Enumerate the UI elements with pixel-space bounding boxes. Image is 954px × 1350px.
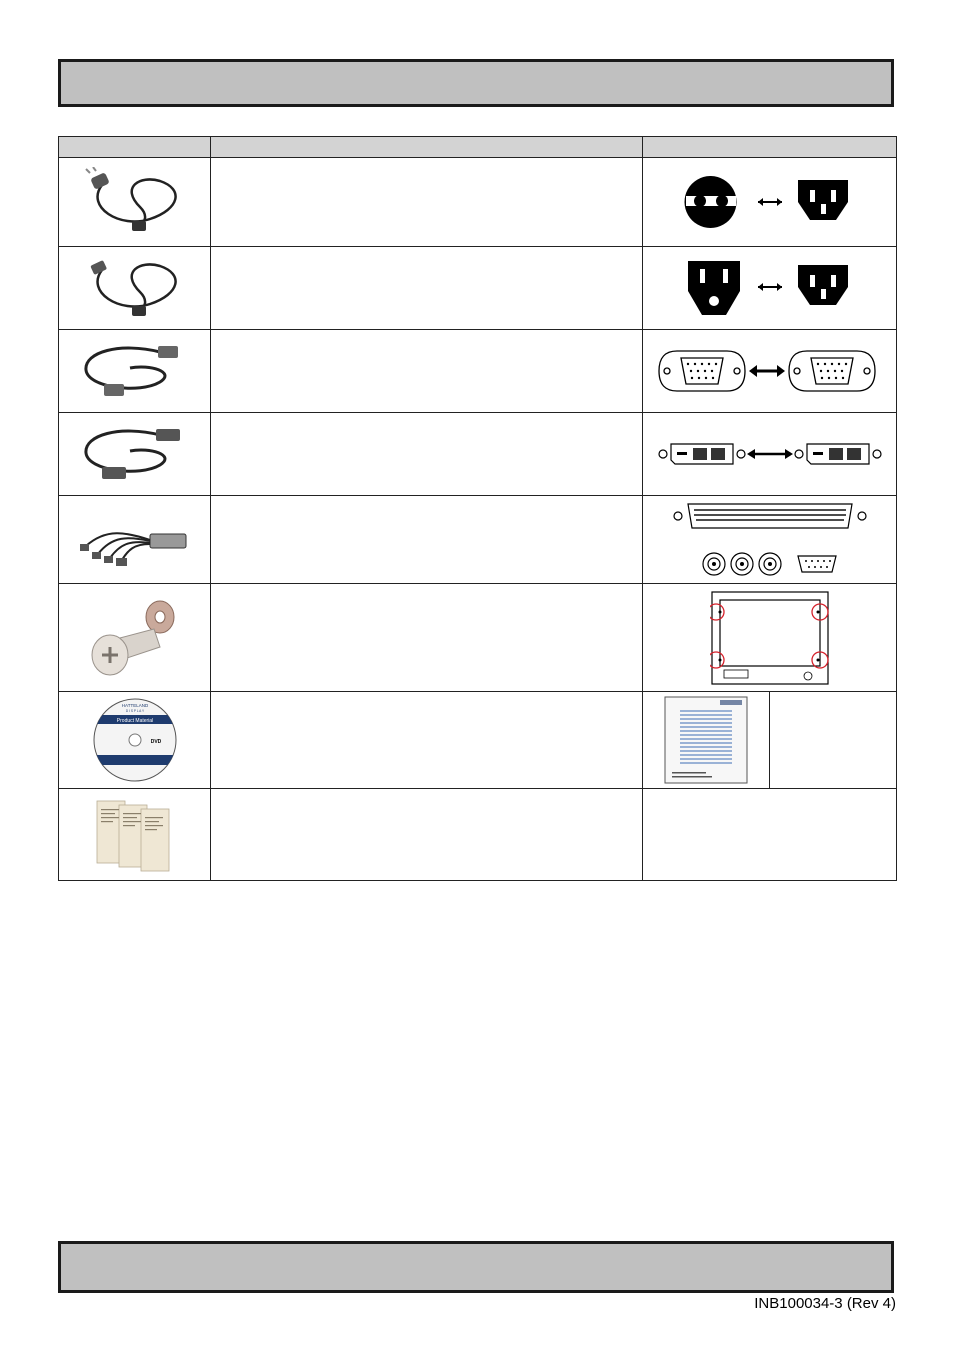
table-row [59, 413, 897, 496]
row-description [211, 789, 643, 881]
nema-to-iec-icon [680, 255, 860, 321]
vga-cable-photo [59, 330, 211, 413]
screw-icon [80, 595, 190, 681]
multi-connector-icon [672, 500, 868, 580]
row-description [211, 692, 643, 789]
table-row [59, 158, 897, 247]
row-description [211, 330, 643, 413]
footer-banner [58, 1241, 894, 1293]
mounting-holes-illustration [643, 584, 897, 692]
breakout-connector-illustration [643, 496, 897, 584]
table-row [59, 789, 897, 881]
cd-brand: HATTELAND [121, 703, 148, 708]
document-code: INB100034-3 (Rev 4) [754, 1295, 896, 1312]
row-description [211, 247, 643, 330]
dvd-menu-caption [769, 692, 896, 788]
documents-photo [59, 789, 211, 881]
eu-plug-illustration [643, 158, 897, 247]
header-banner [58, 59, 894, 107]
table-row [59, 692, 897, 789]
vga-connector-illustration [643, 330, 897, 413]
schuko-to-iec-icon [680, 172, 860, 232]
dvi-cable-photo [59, 413, 211, 496]
cd-brand-sub: D I S P L A Y [125, 709, 144, 713]
row-description [211, 584, 643, 692]
menu-document-icon [664, 696, 748, 784]
power-cable-icon [80, 254, 190, 322]
screw-washer-photo [59, 584, 211, 692]
table-row [59, 496, 897, 584]
table-row [59, 584, 897, 692]
breakout-cable-photo [59, 496, 211, 584]
accessories-table [58, 136, 897, 881]
col-header-item [59, 137, 211, 158]
power-cable-icon [80, 167, 190, 237]
row-description [211, 158, 643, 247]
row-description [211, 413, 643, 496]
dvi-cable-icon [80, 421, 190, 487]
col-header-description [211, 137, 643, 158]
dvd-menu-illustration [643, 692, 897, 789]
documents-icon [95, 797, 175, 873]
cd-format-logo: DVD [150, 739, 161, 745]
dvd-disc-icon [92, 697, 178, 783]
col-header-illustration [643, 137, 897, 158]
dvi-connector-illustration [643, 413, 897, 496]
table-header-row [59, 137, 897, 158]
table-row [59, 247, 897, 330]
product-dvd-photo [59, 692, 211, 789]
dvi-to-dvi-icon [657, 441, 883, 467]
table-row [59, 330, 897, 413]
us-power-cable-photo [59, 247, 211, 330]
dvd-menu-screenshot [643, 692, 769, 788]
row-description [211, 496, 643, 584]
monitor-rear-icon [710, 590, 830, 686]
cd-title: Product Material [116, 718, 153, 724]
us-plug-illustration [643, 247, 897, 330]
vga-cable-icon [80, 338, 190, 404]
vga-to-vga-icon [657, 348, 883, 394]
breakout-cable-icon [76, 510, 194, 570]
documents-illustration [643, 789, 897, 881]
eu-power-cable-photo [59, 158, 211, 247]
